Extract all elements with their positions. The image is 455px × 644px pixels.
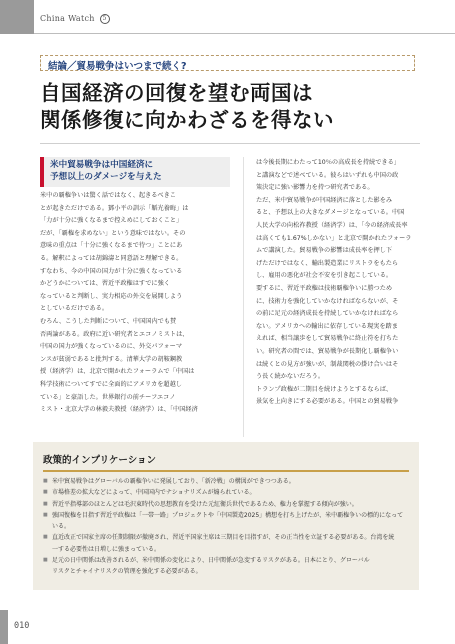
policy-list bbox=[43, 476, 409, 578]
body-text-line: に、技術力を強化していかなければならないが、そ bbox=[256, 297, 399, 305]
body-text-line: 策決定に強い影響力を持つ研究者である。 bbox=[256, 184, 374, 192]
body-text-line: とが起きただけである。鄧小平の訓示「韜光養晦」は bbox=[40, 204, 189, 212]
policy-item bbox=[43, 487, 409, 498]
body-text-line: る。解釈によっては胡錦濤と同意語と理解できる。 bbox=[40, 254, 183, 262]
policy-item-text: ■ 習近平指導部のほとんどは毛沢東時代の思想教育を受けた元紅衛兵世代であるため、権力を掌握する傾向が強い。 bbox=[52, 500, 358, 508]
body-text-line: と講演などで述べている。彼らはいずれも中国の政 bbox=[256, 171, 399, 179]
subhead-line: 米中貿易戦争は中国経済に bbox=[50, 160, 154, 170]
section-number-badge: 5 bbox=[100, 14, 110, 24]
footer-bar bbox=[0, 610, 8, 644]
body-text-line: 景気を上向きにする必要がある。中国との貿易戦争 bbox=[256, 398, 399, 406]
body-text-line: ると、予想以上の大きなダメージとなっている。中国 bbox=[256, 209, 405, 217]
body-text-line: ンスが貧弱であると批判する。清華大学の胡鞍鋼教 bbox=[40, 355, 183, 363]
policy-item-text: いる。 bbox=[52, 523, 71, 531]
body-column-left bbox=[40, 190, 230, 417]
subhead-box bbox=[40, 157, 230, 187]
body-text-line: トランプ政権が二期目を続けようとするならば、 bbox=[256, 385, 393, 393]
body-text-line: 授（経済学）は、北京で開かれたフォーラムで「中国は bbox=[40, 368, 195, 376]
kicker-box bbox=[40, 55, 415, 71]
body-text-line: い。研究者の間では、貿易戦争が長期化し覇権争い bbox=[256, 347, 399, 355]
policy-item bbox=[43, 499, 409, 510]
body-text-line: 否両論がある。政府に近い研究者とエコノミストは、 bbox=[40, 330, 189, 338]
body-text-line: 中国の国力が強くなっているのに、外交パフォーマ bbox=[40, 343, 183, 351]
body-text-line: としているだけである。 bbox=[40, 305, 109, 313]
subhead-line: 予想以上のダメージを与えた bbox=[50, 172, 162, 182]
policy-item-text: ■ 強国復権を目指す習近平政権は「一帯一路」プロジェクトや「中国製造2025」構想を打ち上げたが、米中覇権争いの標的になって bbox=[52, 511, 404, 519]
body-text-line: げただけではなく、輸出製造業にリストラをもたら bbox=[256, 259, 399, 267]
body-text-line: は続くとの見方が強いが、制裁関税の掛け合いはそ bbox=[256, 360, 399, 368]
body-text-line: ている」と豪語した。世界銀行の前チーフエコノ bbox=[40, 393, 176, 401]
body-text-line: は今後長期にわたって10％の高成長を持続できる」 bbox=[256, 159, 400, 166]
policy-title-rule bbox=[43, 470, 409, 472]
body-text-line: う長く続かないだろう。 bbox=[256, 373, 325, 381]
policy-item bbox=[43, 555, 409, 578]
policy-implications-box bbox=[33, 442, 419, 590]
body-text-line: ミスト・北京大学の林毅夫教授（経済学）は、「中国経済 bbox=[40, 406, 198, 414]
section-title: China Watch bbox=[40, 14, 95, 23]
page-number: 010 bbox=[14, 621, 30, 631]
body-text-line: すなわち、今の中国の国力が十分に強くなっている bbox=[40, 267, 183, 275]
policy-item-text: 一する必要性は日増しに強まっている。 bbox=[52, 545, 161, 553]
body-text-line: 意味の重点は「十分に強くなるまで待つ」ことにあ bbox=[40, 242, 183, 250]
body-text-line: し、雇用の悪化が社会不安を引き起こしている。 bbox=[256, 272, 393, 280]
body-text-line: えれば、相当譲歩をして貿易戦争に終止符を打ちた bbox=[256, 335, 399, 343]
policy-title: 政策的インプリケーション bbox=[43, 455, 157, 466]
policy-item bbox=[43, 510, 409, 533]
body-text-line: 「力が十分に強くなるまで控えめにしておくこと」 bbox=[40, 217, 183, 225]
body-text-line: かどうかについては、習近平政権はすでに強く bbox=[40, 280, 170, 288]
policy-item-text: リスクとチャイナリスクの管理を強化する必要がある。 bbox=[52, 568, 202, 576]
title-divider bbox=[40, 143, 420, 144]
body-text-line: 要するに、習近平政権は技術覇権争いに勝つため bbox=[256, 284, 393, 292]
header-divider bbox=[34, 33, 455, 34]
body-text-line: は高くても1.67%しかない」と北京で開かれたフォーラ bbox=[256, 234, 412, 242]
body-text-line: なっていると判断し、実力相応の外交を展開しよう bbox=[40, 292, 183, 300]
body-text-line: ムで講演した。貿易戦争の影響は成長率を押し下 bbox=[256, 247, 393, 255]
body-text-line: だが、「覇権を求めない」という意味ではない。その bbox=[40, 229, 186, 237]
body-text-line: 人民大学の向松祚教授（経済学）は、「今の経済成長率 bbox=[256, 221, 408, 229]
body-text-line: 科学技術についてすでに全面的にアメリカを超越し bbox=[40, 380, 182, 388]
body-text-line: の前に足元の経済成長を持続していかなければなら bbox=[256, 310, 399, 318]
body-text-line: むろん、こうした判断について、中国国内でも賛 bbox=[40, 317, 177, 325]
header-corner-bar bbox=[0, 0, 34, 34]
column-divider bbox=[243, 157, 244, 437]
policy-item-text: ■ 足元の日中関係は改善されるが、米中関係の変化により、日中関係が急変するリスクがある。日本にとり、グローバル bbox=[52, 557, 370, 565]
body-text-line: ない。アメリカへの輸出に依存している現実を踏ま bbox=[256, 322, 398, 330]
policy-item-text: ■ 米中貿易戦争はグローバルの覇権争いに発展しており、「新冷戦」の構図ができつつある。 bbox=[52, 478, 295, 485]
policy-item-text: ■ 直近改正で国家主席の任期制限が撤廃され、習近平国家主席は三期目を目指すが、その正当性を立証する必要がある。台湾を統 bbox=[52, 534, 395, 542]
body-column-right bbox=[256, 157, 416, 409]
subhead bbox=[44, 157, 230, 183]
kicker-text: 結論／貿易戦争はいつまで続く? bbox=[48, 61, 187, 72]
policy-item bbox=[43, 476, 409, 487]
policy-item-text: ■ 市場格差の拡大などによって、中国国内でナショナリズムが煽られている。 bbox=[52, 489, 256, 497]
headline-line: 関係修復に向かわざるを得ない bbox=[40, 108, 334, 132]
headline-line: 自国経済の回復を望む両国は bbox=[40, 81, 313, 105]
policy-item bbox=[43, 532, 409, 555]
body-text-line: 米中の覇権争いは驚く話ではなく、起きるべきこ bbox=[40, 192, 176, 199]
body-text-line: ただ、米中貿易戦争が中国経済に落とした影をみ bbox=[256, 196, 393, 204]
article-headline bbox=[40, 80, 420, 134]
section-header bbox=[40, 14, 110, 24]
